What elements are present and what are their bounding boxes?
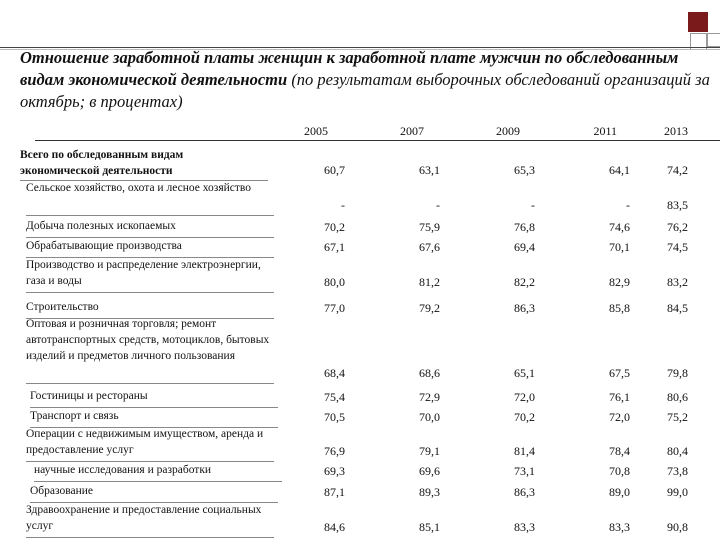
table-row [0, 257, 720, 291]
value-cell-2007: 67,6 [419, 240, 440, 254]
value-cell-2009: 86,3 [514, 485, 535, 499]
year-header-2007: 2007 [400, 124, 424, 138]
value-cell-2011: 70,8 [609, 464, 630, 478]
value-cell-2007: - [436, 198, 440, 212]
row-label: Производство и распределение электроэнергии, газа и воды [26, 259, 261, 287]
value-cell-2009: 69,4 [514, 240, 535, 254]
row-label: Обрабатывающие производства [26, 240, 182, 252]
table-row [0, 299, 720, 317]
table-row [0, 408, 720, 426]
value-cell-2007: 79,1 [419, 444, 440, 458]
row-label: Операции с недвижимым имуществом, аренда и предоставление услуг [26, 428, 264, 456]
decor-red-square [688, 12, 708, 32]
value-cell-2011: 85,8 [609, 301, 630, 315]
value-cell-2013: 80,4 [667, 444, 688, 458]
table-row [0, 388, 720, 406]
row-label: Гостиницы и рестораны [30, 390, 148, 402]
value-cell-2013: 76,2 [667, 220, 688, 234]
value-cell-2007: 85,1 [419, 520, 440, 534]
value-cell-2009: 72,0 [514, 390, 535, 404]
title-bold-part: Отношение заработной платы женщин к заработной плате мужчин по обследованным видам экономической деятельности [20, 48, 679, 89]
row-separator [34, 481, 282, 482]
row-label: научные исследования и разработки [34, 464, 212, 476]
row-separator [26, 292, 274, 293]
table-row [0, 426, 720, 460]
value-cell-2009: 76,8 [514, 220, 535, 234]
value-cell-2005: 68,4 [324, 366, 345, 380]
value-cell-2011: 72,0 [609, 410, 630, 424]
value-cell-2011: 82,9 [609, 275, 630, 289]
row-label: Всего по обследованным видам экономической деятельности [20, 149, 184, 177]
year-header-2013: 2013 [664, 124, 688, 138]
value-cell-2013: 75,2 [667, 410, 688, 424]
value-cell-2009: 81,4 [514, 444, 535, 458]
title-rest-part: (по результатам выборочных обследований организаций за октябрь; в процентах) [20, 70, 710, 111]
value-cell-2009: 70,2 [514, 410, 535, 424]
value-cell-2005: 77,0 [324, 301, 345, 315]
value-cell-2005: 80,0 [324, 275, 345, 289]
value-cell-2013: 80,6 [667, 390, 688, 404]
value-cell-2007: 63,1 [419, 163, 440, 177]
value-cell-2005: 67,1 [324, 240, 345, 254]
value-cell-2011: 70,1 [609, 240, 630, 254]
table-row [0, 218, 720, 236]
row-separator [26, 537, 274, 538]
row-label: Оптовая и розничная торговля; ремонт автотранспортных средств, мотоциклов, бытовых изделий и предметов личного пользования [26, 318, 270, 362]
value-cell-2009: 65,3 [514, 163, 535, 177]
value-cell-2013: 74,2 [667, 163, 688, 177]
value-cell-2009: 65,1 [514, 366, 535, 380]
row-label: Транспорт и связь [30, 410, 119, 422]
value-cell-2011: - [626, 198, 630, 212]
value-cell-2005: 87,1 [324, 485, 345, 499]
value-cell-2011: 89,0 [609, 485, 630, 499]
row-label: Сельское хозяйство, охота и лесное хозяйство [26, 182, 251, 194]
value-cell-2005: - [341, 198, 345, 212]
row-label: Строительство [26, 301, 99, 313]
row-separator [26, 215, 274, 216]
value-cell-2013: 79,8 [667, 366, 688, 380]
value-cell-2013: 90,8 [667, 520, 688, 534]
value-cell-2007: 68,6 [419, 366, 440, 380]
value-cell-2011: 76,1 [609, 390, 630, 404]
value-cell-2005: 75,4 [324, 390, 345, 404]
row-label: Здравоохранение и предоставление социальных услуг [26, 504, 262, 532]
row-separator [26, 383, 274, 384]
value-cell-2011: 64,1 [609, 163, 630, 177]
slide-title [20, 47, 710, 113]
value-cell-2009: 83,3 [514, 520, 535, 534]
value-cell-2005: 60,7 [324, 163, 345, 177]
year-header-2009: 2009 [496, 124, 520, 138]
row-label: Добыча полезных ископаемых [26, 220, 176, 232]
value-cell-2005: 70,5 [324, 410, 345, 424]
value-cell-2007: 69,6 [419, 464, 440, 478]
value-cell-2013: 74,5 [667, 240, 688, 254]
value-cell-2005: 70,2 [324, 220, 345, 234]
value-cell-2009: 82,2 [514, 275, 535, 289]
value-cell-2007: 70,0 [419, 410, 440, 424]
value-cell-2007: 72,9 [419, 390, 440, 404]
value-cell-2013: 99,0 [667, 485, 688, 499]
value-cell-2011: 67,5 [609, 366, 630, 380]
value-cell-2009: 86,3 [514, 301, 535, 315]
table-row [0, 502, 720, 536]
header-rule [35, 140, 720, 141]
value-cell-2007: 75,9 [419, 220, 440, 234]
value-cell-2005: 84,6 [324, 520, 345, 534]
table-row [0, 238, 720, 256]
value-cell-2007: 81,2 [419, 275, 440, 289]
table-row [0, 462, 720, 480]
value-cell-2013: 83,2 [667, 275, 688, 289]
table-row [0, 180, 720, 214]
value-cell-2011: 78,4 [609, 444, 630, 458]
row-label: Образование [30, 485, 94, 497]
value-cell-2005: 69,3 [324, 464, 345, 478]
value-cell-2005: 76,9 [324, 444, 345, 458]
table-row [0, 147, 720, 179]
value-cell-2011: 83,3 [609, 520, 630, 534]
value-cell-2007: 79,2 [419, 301, 440, 315]
table-row [0, 316, 720, 382]
decor-outline-square-small [707, 33, 720, 47]
value-cell-2009: 73,1 [514, 464, 535, 478]
value-cell-2013: 73,8 [667, 464, 688, 478]
value-cell-2013: 84,5 [667, 301, 688, 315]
year-header-2011: 2011 [593, 124, 617, 138]
value-cell-2013: 83,5 [667, 198, 688, 212]
value-cell-2007: 89,3 [419, 485, 440, 499]
table-row [0, 483, 720, 501]
value-cell-2009: - [531, 198, 535, 212]
year-header-2005: 2005 [304, 124, 328, 138]
value-cell-2011: 74,6 [609, 220, 630, 234]
